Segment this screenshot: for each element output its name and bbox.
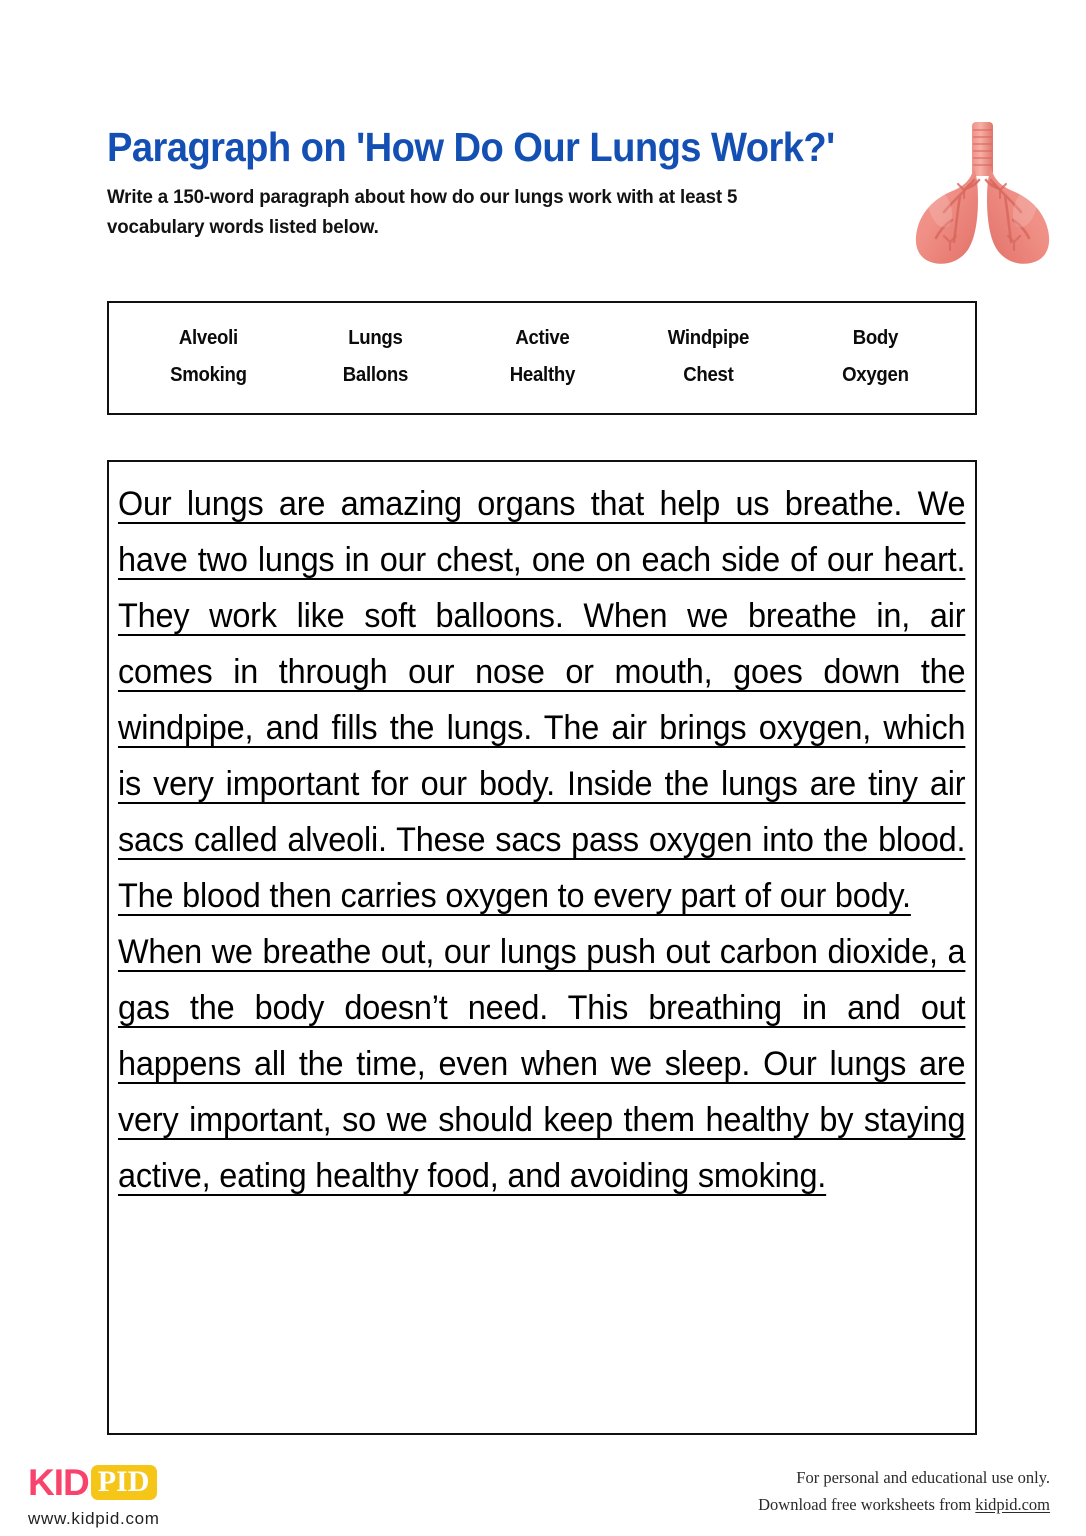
vocabulary-word: Lungs (347, 327, 403, 349)
answer-paragraph: When we breathe out, our lungs push out carbon dioxide, a gas the body doesn’t need. This breathing in and out happens all the time, even when we sleep. Our lungs are very important, so we should keep them healthy by staying active, eating healthy food, and avoiding smoking. (118, 933, 966, 1195)
footer-note-prefix: Download free worksheets from (758, 1495, 976, 1514)
answer-paragraph: Our lungs are amazing organs that help us breathe. We have two lungs in our chest, one on each side of our heart. They work like soft balloons. When we breathe in, air comes in through our nose or mouth, goes down the windpipe, and fills the lungs. The air brings oxygen, which is very important for our body. Inside the lungs are tiny air sacs called alveoli. These sacs pass oxygen into the blood. The blood then carries oxygen to every part of our body. (118, 485, 966, 915)
logo-pid-text: PID (97, 1464, 150, 1498)
vocabulary-word: Body (852, 327, 899, 349)
vocabulary-word: Healthy (509, 364, 575, 386)
footer-note-line-1: For personal and educational use only. (796, 1468, 1050, 1487)
vocabulary-word: Chest (683, 364, 734, 386)
logo-pid-badge (91, 1465, 158, 1500)
kidpid-link[interactable]: kidpid.com (975, 1495, 1050, 1514)
lungs-icon (896, 108, 1068, 280)
logo-mark (28, 1462, 218, 1502)
vocabulary-row (125, 327, 959, 350)
vocabulary-word: Alveoli (178, 327, 238, 349)
vocabulary-word: Ballons (342, 364, 408, 386)
vocabulary-box (107, 301, 977, 415)
logo-kid-text: KID (28, 1461, 89, 1503)
vocabulary-word: Windpipe (668, 327, 750, 349)
answer-box[interactable] (107, 460, 977, 1435)
instructions-text: Write a 150-word paragraph about how do our lungs work with at least 5 vocabulary words listed below. (107, 186, 738, 238)
vocabulary-word: Smoking (170, 364, 247, 386)
worksheet-header (107, 122, 982, 242)
page-title: Paragraph on 'How Do Our Lungs Work?' (107, 124, 835, 170)
vocabulary-word: Oxygen (842, 364, 909, 386)
logo-website-url: www.kidpid.com (28, 1509, 160, 1528)
footer-note (758, 1464, 1050, 1518)
kidpid-logo[interactable] (28, 1462, 218, 1529)
footer-note-line-2 (758, 1491, 1050, 1518)
vocabulary-word: Active (514, 327, 570, 349)
vocabulary-row (125, 364, 959, 387)
